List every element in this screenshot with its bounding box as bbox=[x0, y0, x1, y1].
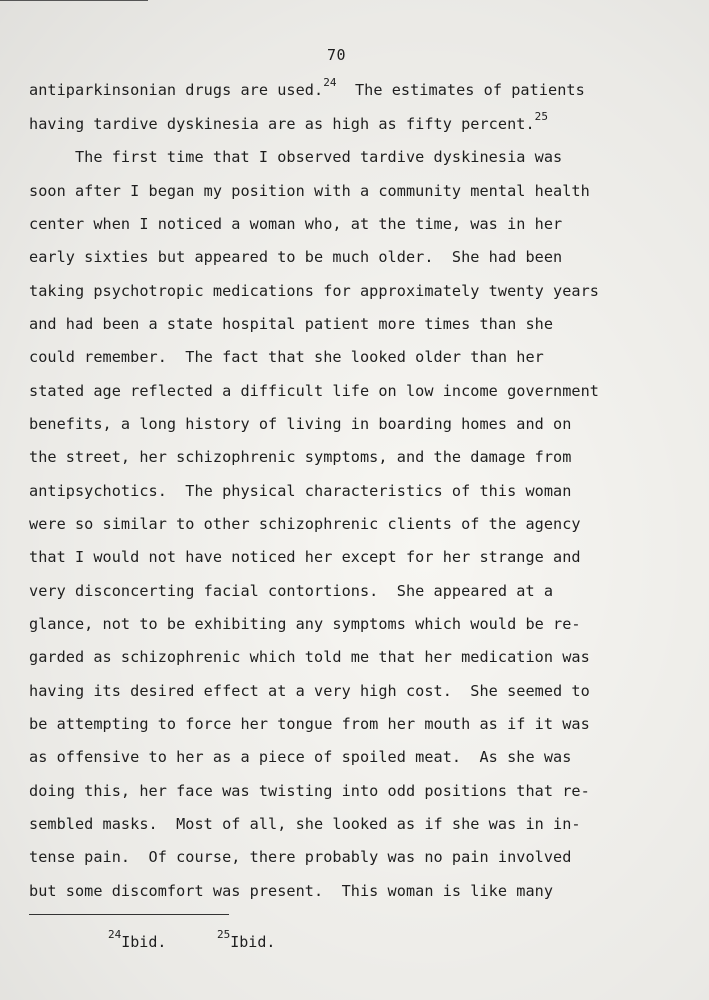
text-line: antipsychotics. The physical characteristics of this woman bbox=[29, 482, 572, 500]
text-line: as offensive to her as a piece of spoiled meat. As she was bbox=[29, 748, 572, 766]
footnote-ref: 24 bbox=[323, 76, 337, 89]
text-line: and had been a state hospital patient more times than she bbox=[29, 315, 554, 333]
footnote-25: $^{25}$Ibid. bbox=[217, 928, 276, 951]
text-line: but some discomfort was present. This woman is like many bbox=[29, 882, 554, 900]
text-line: garded as schizophrenic which told me that her medication was bbox=[29, 648, 590, 666]
text-line: doing this, her face was twisting into odd positions that re- bbox=[29, 782, 590, 800]
text-line: were so similar to other schizophrenic clients of the agency bbox=[29, 515, 581, 533]
text-line: stated age reflected a difficult life on low income government bbox=[29, 382, 600, 400]
text-line: glance, not to be exhibiting any symptoms which would be re- bbox=[29, 615, 581, 633]
text-line: that I would not have noticed her except for her strange and bbox=[29, 548, 581, 566]
page-number: 70 bbox=[327, 46, 347, 64]
footnote-24: $^{24}$Ibid. bbox=[108, 928, 167, 951]
text-line: antiparkinsonian drugs are used.$^{24}$ The estimates of patients bbox=[29, 76, 585, 99]
corner-rule bbox=[0, 0, 148, 1]
text-line: center when I noticed a woman who, at the time, was in her bbox=[29, 215, 563, 233]
text-line: soon after I began my position with a community mental health bbox=[29, 182, 590, 200]
footnote-divider bbox=[29, 914, 229, 915]
text-line: benefits, a long history of living in boarding homes and on bbox=[29, 415, 572, 433]
text-line: taking psychotropic medications for approximately twenty years bbox=[29, 282, 600, 300]
text-line: be attempting to force her tongue from her mouth as if it was bbox=[29, 715, 590, 733]
footnote-ref: 25 bbox=[534, 110, 549, 123]
text-line: sembled masks. Most of all, she looked as if she was in in- bbox=[29, 815, 581, 833]
text-line: having its desired effect at a very high cost. She seemed to bbox=[29, 682, 590, 700]
text-line: The first time that I observed tardive dyskinesia was bbox=[29, 148, 563, 166]
text-line: having tardive dyskinesia are as high as fifty percent.$^{25}$ bbox=[29, 110, 549, 133]
text-line: early sixties but appeared to be much older. She had been bbox=[29, 248, 563, 266]
text-line: very disconcerting facial contortions. She appeared at a bbox=[29, 582, 554, 600]
text-line: could remember. The fact that she looked older than her bbox=[29, 348, 544, 366]
text-line: tense pain. Of course, there probably was no pain involved bbox=[29, 848, 572, 866]
text-line: the street, her schizophrenic symptoms, and the damage from bbox=[29, 448, 572, 466]
